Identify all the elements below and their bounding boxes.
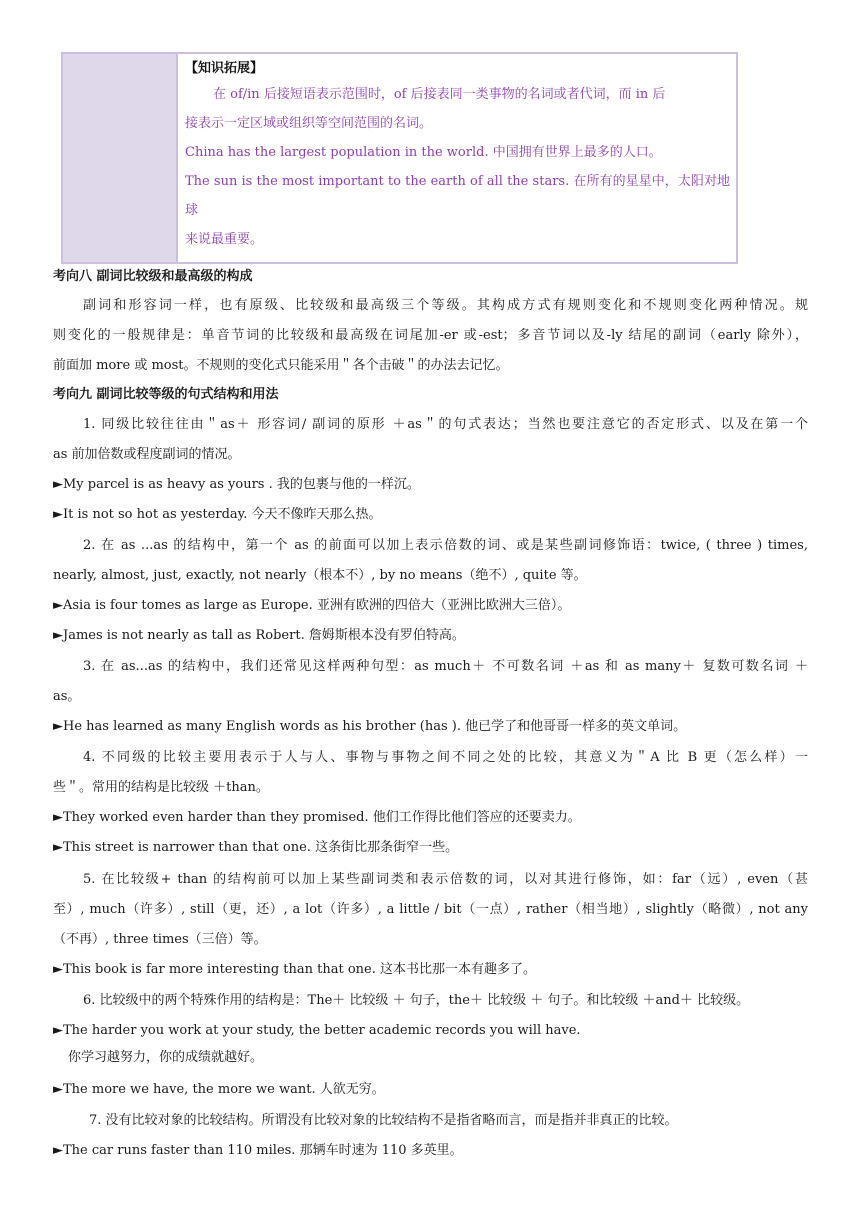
paragraph-line: 则变化的一般规律是：单音节词的比较级和最高级在词尾加-er 或-est；多音节词以及-ly 结尾的副词（early 除外）， <box>53 328 808 343</box>
example-sentence: ►The more we have, the more we want. 人欲无穷。 <box>53 1082 385 1097</box>
paragraph-line: 副词和形容词一样，也有原级、比较级和最高级三个等级。其构成方式有规则变化和不规则变化两种情况。规 <box>83 298 808 313</box>
box-left-shaded-cell <box>63 54 178 262</box>
example-sentence: ►It is not so hot as yesterday. 今天不像昨天那么热。 <box>53 507 382 522</box>
paragraph-line: as 前加倍数或程度副词的情况。 <box>53 447 241 462</box>
box-content-cell <box>178 54 736 262</box>
example-sentence: ►James is not nearly as tall as Robert. 詹姆斯根本没有罗伯特高。 <box>53 628 465 643</box>
paragraph-line: 至）, much（许多）, still（更，还）, a lot（许多）, a little / bit（一点）, rather（相当地）, slightly（略微）, not any <box>53 902 808 917</box>
rule-7: 7. 没有比较对象的比较结构。所谓没有比较对象的比较结构不是指省略而言，而是指并非真正的比较。 <box>89 1113 678 1128</box>
rule-1: 1. 同级比较往往由＂as＋ 形容词/ 副词的原形 ＋as＂的句式表达；当然也要注意它的否定形式、以及在第一个 <box>83 417 808 432</box>
rule-5: 5. 在比较级+ than 的结构前可以加上某些副词类和表示倍数的词，以对其进行修饰，如：far（远）, even（甚 <box>83 872 808 887</box>
paragraph-line: （不再）, three times（三倍）等。 <box>53 932 267 947</box>
example-sentence: ►The harder you work at your study, the better academic records you will have. <box>53 1023 581 1038</box>
box-example: China has the largest population in the world. 中国拥有世界上最多的人口。 <box>185 145 662 160</box>
example-sentence: ►He has learned as many English words as his brother (has ). 他已学了和他哥哥一样多的英文单词。 <box>53 719 687 734</box>
example-sentence: ►My parcel is as heavy as yours . 我的包裹与他的一样沉。 <box>53 477 420 492</box>
rule-2: 2. 在 as ...as 的结构中，第一个 as 的前面可以加上表示倍数的词、或是某些副词修饰语：twice, ( three ) times, <box>83 538 808 553</box>
example-sentence: ►The car runs faster than 110 miles. 那辆车时速为 110 多英里。 <box>53 1143 463 1158</box>
example-translation: 你学习越努力，你的成绩就越好。 <box>68 1050 264 1065</box>
box-line: 接表示一定区域或组织等空间范围的名词。 <box>185 116 433 131</box>
example-sentence: ►They worked even harder than they promised. 他们工作得比他们答应的还要卖力。 <box>53 810 581 825</box>
example-sentence: ►This book is far more interesting than that one. 这本书比那一本有趣多了。 <box>53 962 536 977</box>
rule-4: 4. 不同级的比较主要用表示于人与人、事物与事物之间不同之处的比较，其意义为＂A 比 B 更（怎么样）一 <box>83 750 808 765</box>
paragraph-line: 些＂。常用的结构是比较级 ＋than。 <box>53 780 269 795</box>
paragraph-line: 前面加 more 或 most。不规则的变化式只能采用＂各个击破＂的办法去记忆。 <box>53 358 509 373</box>
rule-6: 6. 比较级中的两个特殊作用的结构是：The＋ 比较级 ＋ 句子，the＋ 比较级 ＋ 句子。和比较级 ＋and＋ 比较级。 <box>83 993 750 1008</box>
section-heading-9: 考向九 副词比较等级的句式结构和用法 <box>53 387 279 402</box>
rule-3: 3. 在 as...as 的结构中，我们还常见这样两种句型：as much＋ 不可数名词 ＋as 和 as many＋ 复数可数名词 ＋ <box>83 659 808 674</box>
box-example: 来说最重要。 <box>185 232 264 247</box>
paragraph-line: nearly, almost, just, exactly, not nearly（根本不）, by no means（绝不）, quite 等。 <box>53 568 587 583</box>
example-sentence: ►Asia is four tomes as large as Europe. 亚洲有欧洲的四倍大（亚洲比欧洲大三倍）。 <box>53 598 571 613</box>
box-line: 在 of/in 后接短语表示范围时，of 后接表同一类事物的名词或者代词，而 in 后 <box>213 87 666 102</box>
knowledge-extension-box <box>61 52 738 264</box>
example-sentence: ►This street is narrower than that one. 这条街比那条街窄一些。 <box>53 840 459 855</box>
paragraph-line: as。 <box>53 689 81 704</box>
section-heading-8: 考向八 副词比较级和最高级的构成 <box>53 269 253 284</box>
box-title: 【知识拓展】 <box>185 61 264 76</box>
box-example: The sun is the most important to the earth of all the stars. 在所有的星星中，太阳对地球 <box>185 174 730 218</box>
